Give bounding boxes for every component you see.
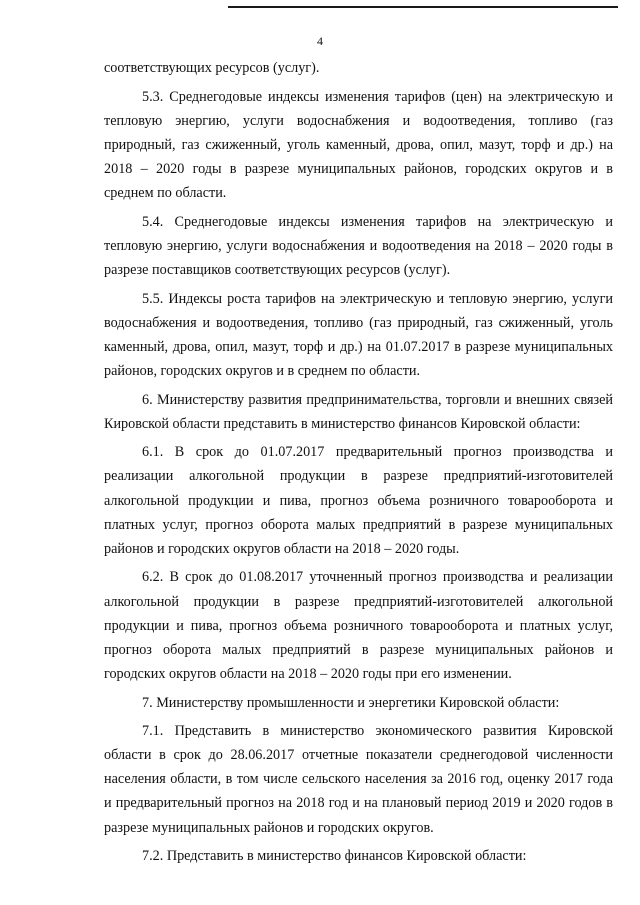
paragraph-6-1: 6.1. В срок до 01.07.2017 предварительный прогноз производства и реализации алкогольной продукции в разрезе предприятий-изготовителей алкогольной продукции и пива, прогноз объема розничного товарооборота и платных услуг, прогноз оборота малых предприятий в разрезе муниципальных районов и городских округов области на 2018 – 2020 годы.	[104, 444, 613, 557]
paragraph-5-3: 5.3. Среднегодовые индексы изменения тарифов (цен) на электрическую и тепловую энергию, услуги водоснабжения и водоотведения, топливо (газ природный, газ сжиженный, уголь каменный, дрова, опил, мазут, торф и др.) на 2018 – 2020 годы в разрезе муниципальных районов, городских округов и в среднем по области.	[104, 88, 613, 202]
header-rule	[228, 6, 618, 8]
paragraph-5-5: 5.5. Индексы роста тарифов на электрическую и тепловую энергию, услуги водоснабжения и водоотведения, топливо (газ природный, газ сжиженный, уголь каменный, дрова, опил, мазут, торф и др.) на 01.07.2017 в разрезе муниципальных районов, городских округов и в среднем по области.	[104, 290, 613, 379]
document-body	[104, 56, 613, 873]
paragraph-6-2: 6.2. В срок до 01.08.2017 уточненный прогноз производства и реализации алкогольной продукции в разрезе предприятий-изготовителей алкогольной продукции и пива, прогноз объема розничного товарооборота и платных услуг, прогноз оборота малых предприятий в разрезе муниципальных районов и городских округов области на 2018 – 2020 годы при его изменении.	[104, 569, 613, 682]
paragraph-6: 6. Министерству развития предпринимательства, торговли и внешних связей Кировской области представить в министерство финансов Кировской области:	[104, 391, 613, 432]
paragraph-7: 7. Министерству промышленности и энергетики Кировской области:	[142, 694, 560, 711]
paragraph-5-4: 5.4. Среднегодовые индексы изменения тарифов на электрическую и тепловую энергию, услуги водоснабжения и водоотведения на 2018 – 2020 годы в разрезе поставщиков соответствующих ресурсов (услуг).	[104, 213, 613, 278]
page-number: 4	[317, 34, 323, 48]
paragraph-continuation: соответствующих ресурсов (услуг).	[104, 60, 320, 76]
paragraph-7-2: 7.2. Представить в министерство финансов Кировской области:	[142, 848, 527, 865]
paragraph-7-1: 7.1. Представить в министерство экономического развития Кировской области в срок до 28.06.2017 отчетные показатели среднегодовой численности населения области, в том числе сельского населения за 2016 год, оценку 2017 года и предварительный прогноз на 2018 год и на плановый период 2019 и 2020 годов в разрезе муниципальных районов и городских округов.	[104, 723, 613, 836]
